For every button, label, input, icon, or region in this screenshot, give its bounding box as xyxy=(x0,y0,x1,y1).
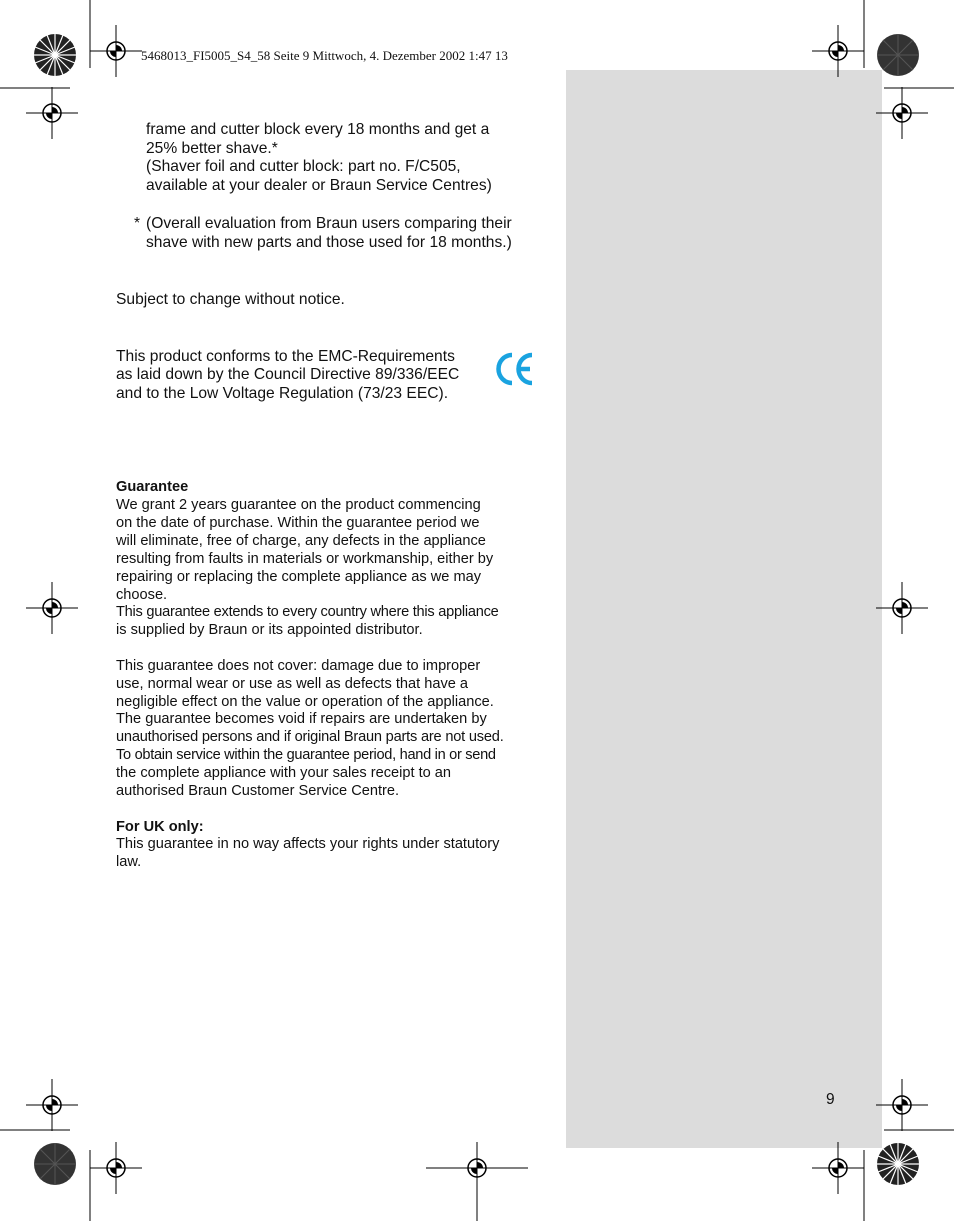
uk-only-heading: For UK only: xyxy=(116,819,204,835)
registration-target-icon xyxy=(876,87,928,139)
text-line: shave with new parts and those used for 18 months.) xyxy=(146,234,512,251)
text-line: (Shaver foil and cutter block: part no. F/C505, xyxy=(146,158,461,175)
guarantee-heading: Guarantee xyxy=(116,479,189,495)
text-line: This guarantee does not cover: damage due to improper xyxy=(116,658,481,674)
text-line: repairing or replacing the complete appliance as we may xyxy=(116,569,482,585)
text-line: is supplied by Braun or its appointed distributor. xyxy=(116,622,423,638)
text-line: This product conforms to the EMC-Requirements xyxy=(116,348,455,365)
registration-target-icon xyxy=(26,582,78,634)
text-line: negligible effect on the value or operation of the appliance. xyxy=(116,694,494,710)
text-line: authorised Braun Customer Service Centre. xyxy=(116,783,400,799)
star-target-icon xyxy=(33,1142,77,1186)
print-slug-line: 5468013_FI5005_S4_58 Seite 9 Mittwoch, 4. Dezember 2002 1:47 13 xyxy=(141,48,508,63)
text-line: available at your dealer or Braun Service Centres) xyxy=(146,177,492,194)
subject-to-change-note: Subject to change without notice. xyxy=(116,291,345,308)
text-line: unauthorised persons and if original Braun parts are not used. xyxy=(116,729,504,745)
registration-target-icon xyxy=(812,25,864,77)
page-number: 9 xyxy=(826,1091,835,1108)
registration-target-icon xyxy=(876,582,928,634)
registration-target-icon xyxy=(26,87,78,139)
registration-target-icon xyxy=(90,1142,142,1194)
text-line: choose. xyxy=(116,587,168,603)
text-line: on the date of purchase. Within the guarantee period we xyxy=(116,515,480,531)
text-line: To obtain service within the guarantee period, hand in or send xyxy=(116,747,496,763)
text-line: as laid down by the Council Directive 89/336/EEC xyxy=(116,366,460,383)
registration-target-icon xyxy=(812,1142,864,1194)
star-target-icon xyxy=(33,33,77,77)
text-line: the complete appliance with your sales receipt to an xyxy=(116,765,452,781)
text-line: This guarantee in no way affects your rights under statutory xyxy=(116,836,500,852)
registration-target-icon xyxy=(876,1079,928,1131)
text-line: The guarantee becomes void if repairs are undertaken by xyxy=(116,711,487,727)
registration-target-icon xyxy=(90,25,142,77)
text-line: This guarantee extends to every country where this appliance xyxy=(116,604,499,620)
text-line: We grant 2 years guarantee on the product commencing xyxy=(116,497,481,513)
text-line: 25% better shave.* xyxy=(146,140,278,157)
registration-target-icon xyxy=(26,1079,78,1131)
text-line: law. xyxy=(116,854,142,870)
star-target-icon xyxy=(876,1142,920,1186)
text-line: frame and cutter block every 18 months and get a xyxy=(146,121,490,138)
text-line: resulting from faults in materials or workmanship, either by xyxy=(116,551,494,567)
text-line: will eliminate, free of charge, any defects in the appliance xyxy=(116,533,486,549)
text-line: and to the Low Voltage Regulation (73/23 EEC). xyxy=(116,385,449,402)
footnote-marker: * xyxy=(134,215,141,232)
text-line: use, normal wear or use as well as defects that have a xyxy=(116,676,469,692)
text-line: (Overall evaluation from Braun users comparing their xyxy=(146,215,512,232)
crop-marks xyxy=(426,1142,528,1221)
star-target-icon xyxy=(876,33,920,77)
